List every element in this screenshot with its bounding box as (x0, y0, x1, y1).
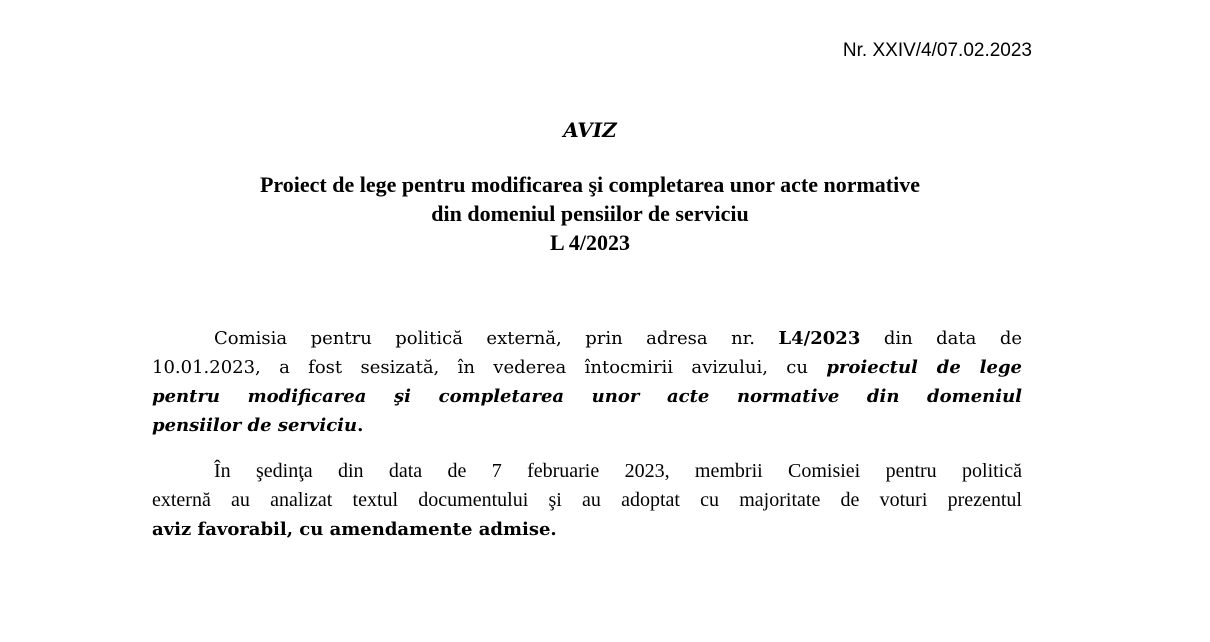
bill-number: L4/2023 (778, 328, 861, 349)
bill-title-emphasis: proiectul de lege (826, 357, 1023, 378)
paragraph-referral (152, 324, 1022, 440)
document-subtitle (0, 170, 1180, 257)
subtitle-line-3: L 4/2023 (549, 230, 631, 255)
text-span: 10.01.2023, a fost sesizată, în vederea întocmirii avizului, cu (152, 357, 827, 378)
paragraph-2-line-2: externă au analizat textul documentului şi au adoptat cu majoritate de voturi prezentul (152, 489, 1022, 511)
paragraph-1-line-2 (152, 353, 1022, 382)
paragraph-decision (152, 457, 1022, 544)
subtitle-line-1: Proiect de lege pentru modificarea şi completarea unor acte normative (259, 172, 921, 197)
document-title: AVIZ (563, 118, 617, 142)
paragraph-1-line-3: pentru modificarea şi completarea unor acte normative din domeniul (152, 386, 1022, 407)
text-span: . (357, 415, 364, 436)
bill-title-emphasis: pensiilor de serviciu (152, 415, 358, 436)
paragraph-2-line-3: aviz favorabil, cu amendamente admise. (152, 519, 557, 540)
paragraph-1-line-4 (152, 411, 1022, 440)
reference-number: Nr. XXIV/4/07.02.2023 (842, 40, 1032, 61)
text-span: Comisia pentru politică externă, prin adresa nr. (214, 328, 779, 349)
paragraph-1-line-1 (152, 324, 1022, 353)
subtitle-line-2: din domeniul pensiilor de serviciu (431, 201, 749, 226)
paragraph-2-line-1: În şedinţa din data de 7 februarie 2023, membrii Comisiei pentru politică (214, 460, 1022, 482)
text-span: din data de (860, 328, 1023, 349)
